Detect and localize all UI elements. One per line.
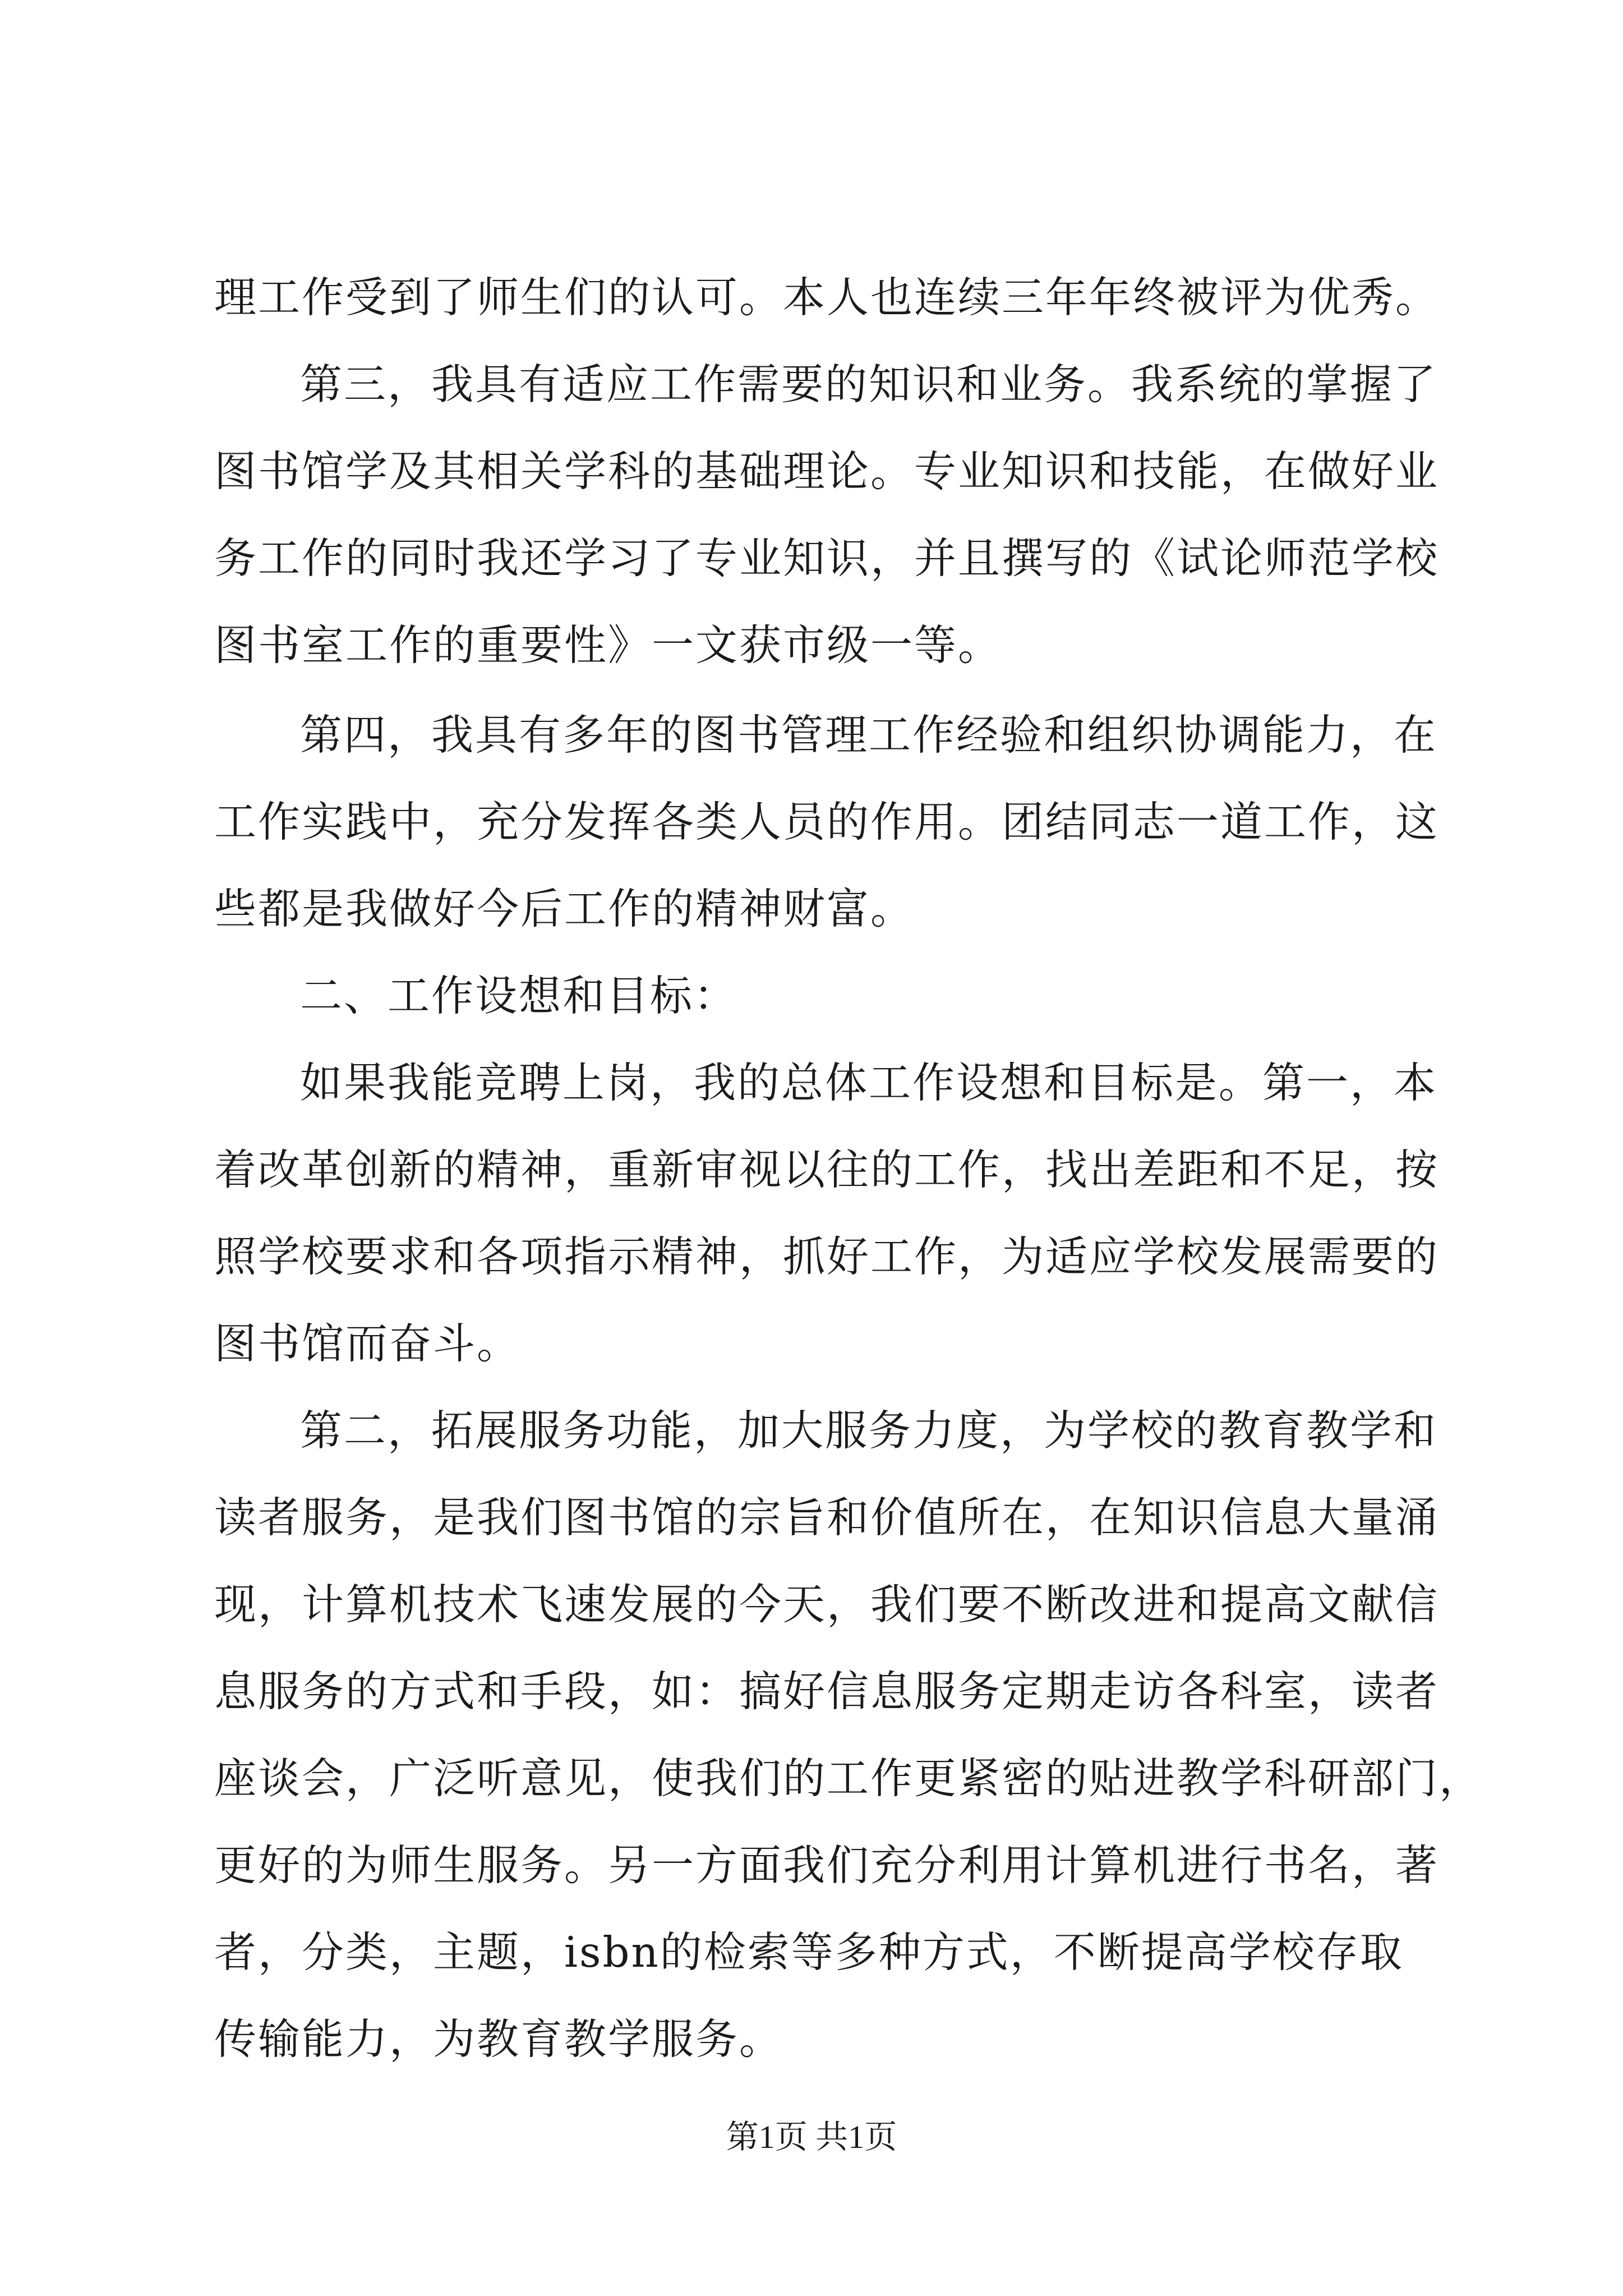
- text-line: 务工作的同时我还学习了专业知识，并且撰写的《试论师范学校: [214, 533, 1440, 583]
- text-line: 者，分类，主题，isbn的检索等多种方式，不断提高学校存取: [214, 1927, 1404, 1977]
- text-line: 现，计算机技术飞速发展的今天，我们要不断改进和提高文献信: [214, 1580, 1440, 1629]
- text-line: 照学校要求和各项指示精神，抓好工作，为适应学校发展需要的: [214, 1232, 1440, 1281]
- text-line: 着改革创新的精神，重新审视以往的工作，找出差距和不足，按: [214, 1145, 1440, 1194]
- text-line: 图书馆学及其相关学科的基础理论。专业知识和技能，在做好业: [214, 447, 1440, 496]
- text-line: 工作实践中，充分发挥各类人员的作用。团结同志一道工作，这: [214, 797, 1440, 846]
- paragraph-start-line: 如果我能竞聘上岗，我的总体工作设想和目标是。第一，本: [300, 1058, 1438, 1107]
- page-number-footer: 第1页 共1页: [726, 2119, 897, 2155]
- paragraph-start-line: 第二，拓展服务功能，加大服务力度，为学校的教育教学和: [300, 1406, 1438, 1455]
- text-line: 图书室工作的重要性》一文获市级一等。: [214, 620, 1002, 670]
- section-heading: 二、工作设想和目标：: [300, 971, 738, 1020]
- text-line: 息服务的方式和手段，如：搞好信息服务定期走访各科室，读者: [214, 1667, 1440, 1716]
- paragraph-start-line: 第四，我具有多年的图书管理工作经验和组织协调能力，在: [300, 710, 1438, 760]
- text-line: 些都是我做好今后工作的精神财富。: [214, 884, 915, 933]
- text-line: 更好的为师生服务。另一方面我们充分利用计算机进行书名，著: [214, 1841, 1440, 1890]
- text-line: 传输能力，为教育教学服务。: [214, 2014, 783, 2064]
- text-line: 图书馆而奋斗。: [214, 1319, 521, 1368]
- text-line: 读者服务，是我们图书馆的宗旨和价值所在，在知识信息大量涌: [214, 1493, 1440, 1542]
- text-line: 理工作受到了师生们的认可。本人也连续三年年终被评为优秀。: [214, 273, 1440, 322]
- paragraph-start-line: 第三，我具有适应工作需要的知识和业务。我系统的掌握了: [300, 360, 1438, 409]
- text-line: 座谈会，广泛听意见，使我们的工作更紧密的贴进教学科研部门，: [214, 1754, 1483, 1803]
